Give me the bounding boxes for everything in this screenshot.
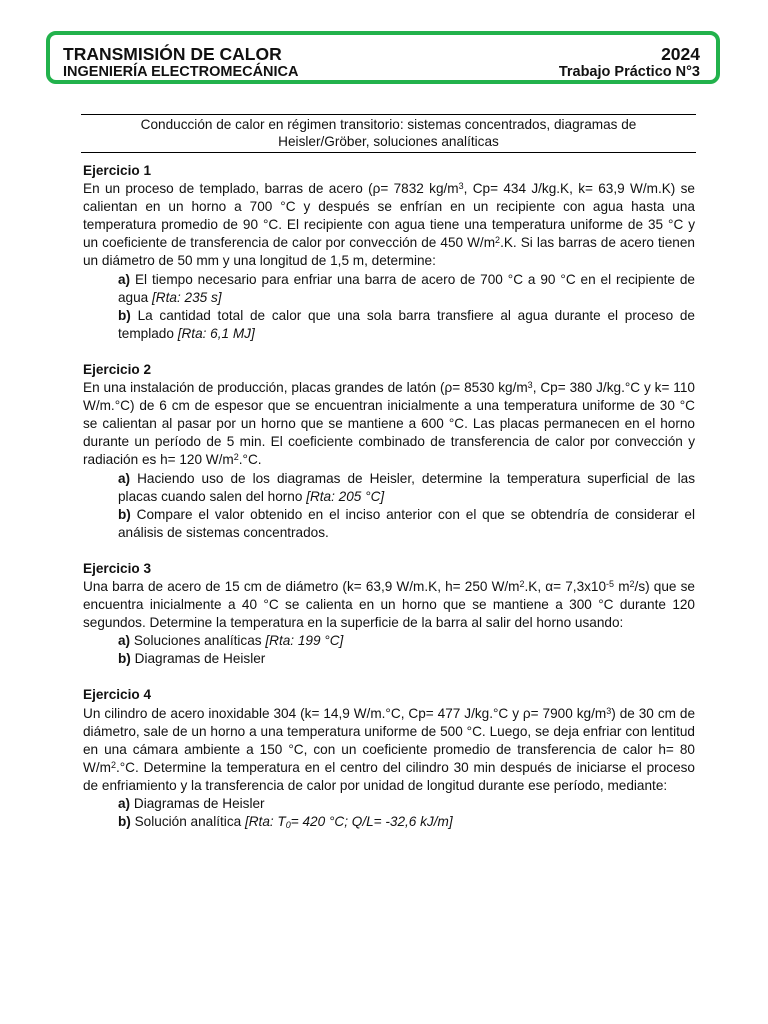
- exercise-1-item-b: [118, 307, 695, 343]
- ex2-a-label: a): [118, 470, 131, 486]
- ex2-sup-2: 2: [233, 452, 239, 463]
- exercise-2-item-a: [118, 470, 695, 506]
- page-subtitle: [81, 114, 696, 153]
- ex1-text-3: .K. Si las barras de acero tienen un diámetro de 50 mm y una longitud de 1,5 m, determine:: [83, 235, 695, 269]
- ex3-a-text: Soluciones analíticas: [130, 633, 266, 649]
- ex4-a-label: a): [118, 796, 131, 811]
- ex4-a-text: Diagramas de Heisler: [130, 796, 265, 811]
- ex2-sup-1: 3: [527, 380, 533, 391]
- ex4-b-answer-sub: 0: [285, 820, 291, 831]
- course-title: TRANSMISIÓN DE CALOR: [63, 44, 282, 64]
- exercise-2-title: Ejercicio 2: [83, 361, 152, 377]
- program-name: INGENIERÍA ELECTROMECÁNICA: [63, 64, 299, 80]
- exercise-1-statement: [83, 180, 695, 270]
- exercise-list: [83, 162, 695, 849]
- ex1-a-answer: [Rta: 235 s]: [152, 289, 222, 305]
- exercise-2-statement: [83, 379, 695, 469]
- ex4-text-1: Un cilindro de acero inoxidable 304 (k= 14,9 W/m.°C, Cp= 477 J/kg.°C y ρ= 7900 kg/m: [83, 705, 607, 721]
- ex1-a-label: a): [118, 271, 131, 287]
- ex3-a-label: a): [118, 633, 131, 649]
- ex4-b-answer: [245, 814, 453, 829]
- ex2-text-1: En una instalación de producción, placas grandes de latón (ρ= 8530 kg/m: [83, 380, 528, 396]
- exercise-3: [83, 560, 695, 669]
- ex2-a-text: Haciendo uso de los diagramas de Heisler, determine la temperatura superficial de las placas cuando salen del horno: [118, 470, 695, 504]
- exercise-4-item-b: [118, 813, 695, 831]
- exercise-1: [83, 162, 695, 343]
- ex2-text-2: , Cp= 380 J/kg.°C y k= 110 W/m.°C) de 6 cm de espesor que se encuentran inicialmente a una temperatura uniforme de 30 °C se calientan al pasar por un horno que se mantiene a 600 °C. Las placas permanecen en el horno durante un período de 5 min. El coeficiente combinado de transferencia de calor por convección y radiación es h= 120 W/m: [83, 380, 695, 468]
- exercise-4-title: Ejercicio 4: [83, 687, 152, 703]
- ex3-sup-3: 2: [629, 578, 635, 589]
- ex3-sup-1: 2: [519, 578, 525, 589]
- exercise-2: [83, 361, 695, 542]
- ex1-b-label: b): [118, 307, 131, 323]
- ex3-b-label: b): [118, 651, 131, 667]
- ex3-text-1: Una barra de acero de 15 cm de diámetro (k= 63,9 W/m.K, h= 250 W/m: [83, 578, 520, 594]
- assignment-number: Trabajo Práctico N°3: [558, 64, 700, 80]
- exercise-4: [83, 686, 695, 831]
- ex1-text-2: , Cp= 434 J/kg.K, k= 63,9 W/m.K) se calientan en un horno a 700 °C y después se enfrían en un recipiente con agua hasta una temperatura promedio de 90 °C. El recipiente con agua tiene una temperatura uniforme de 35 °C y un coeficiente de transferencia de calor por convección de 450 W/m: [83, 181, 695, 251]
- ex2-b-text: Compare el valor obtenido en el inciso anterior con el que se obtendría de considerar el análisis de sistemas concentrados.: [118, 506, 695, 540]
- exercise-1-title: Ejercicio 1: [83, 163, 152, 178]
- exercise-3-item-b: [118, 650, 695, 668]
- ex3-a-answer: [Rta: 199 °C]: [265, 633, 344, 649]
- ex4-b-text: Solución analítica: [130, 814, 245, 830]
- ex1-text-1: En un proceso de templado, barras de acero (ρ= 7832 kg/m: [83, 181, 459, 197]
- exercise-1-item-a: [118, 271, 695, 307]
- exercise-3-title: Ejercicio 3: [83, 560, 152, 576]
- ex1-b-text: La cantidad total de calor que una sola barra transfiere al agua durante el proceso de templado: [118, 307, 695, 341]
- ex3-sup-2: -5: [606, 578, 615, 589]
- subtitle-line-1: Conducción de calor en régimen transitorio: sistemas concentrados, diagramas de: [140, 117, 637, 132]
- exercise-4-item-a: [118, 795, 695, 813]
- year: 2024: [661, 44, 700, 64]
- ex1-a-text: El tiempo necesario para enfriar una barra de acero de 700 °C a 90 °C en el recipiente de agua: [118, 271, 695, 305]
- exercise-2-item-b: [118, 506, 695, 542]
- ex3-text-2: .K, α= 7,3x10: [524, 578, 607, 594]
- exercise-3-statement: [83, 578, 695, 632]
- subtitle-line-2: Heisler/Gröber, soluciones analíticas: [278, 134, 499, 149]
- ex4-text-2: ) de 30 cm de diámetro, sale de un horno a una temperatura uniforme de 500 °C. Luego, se deja enfriar con lentitud en una cámara ambiente a 150 °C, con un coeficiente promedio de transferencia de calor h= 80 W/m: [83, 705, 695, 775]
- ex1-b-answer: [Rta: 6,1 MJ]: [177, 325, 255, 341]
- ex2-a-answer: [Rta: 205 °C]: [306, 488, 385, 504]
- ex3-b-text: Diagramas de Heisler: [130, 651, 266, 667]
- ex1-sup-1: 3: [458, 181, 464, 192]
- ex3-text-3: m: [614, 578, 630, 594]
- ex1-sup-2: 2: [495, 235, 501, 246]
- exercise-3-item-a: [118, 632, 695, 650]
- ex4-sup-2: 2: [110, 759, 116, 770]
- ex2-b-label: b): [118, 506, 131, 522]
- ex4-b-label: b): [118, 814, 131, 830]
- exercise-4-statement: [83, 705, 695, 795]
- ex4-b-answer-part-1: [Rta: T: [244, 814, 286, 830]
- ex4-b-answer-part-2: = 420 °C; Q/L= -32,6 kJ/m]: [290, 814, 453, 830]
- ex4-text-3: .°C. Determine la temperatura en el centro del cilindro 30 min después de iniciarse el proceso de enfriamiento y la transferencia de calor por unidad de longitud durante ese período, mediante:: [83, 759, 695, 793]
- ex2-text-3: .°C.: [238, 452, 262, 468]
- header-box: [46, 31, 720, 84]
- ex3-text-4: /s) que se encuentra inicialmente a 40 °C se calienta en un horno que se mantiene a 300 °C durante 120 segundos. Determine la temperatura en la superficie de la barra al salir del horno usando:: [83, 578, 695, 631]
- ex4-sup-1: 3: [606, 705, 612, 716]
